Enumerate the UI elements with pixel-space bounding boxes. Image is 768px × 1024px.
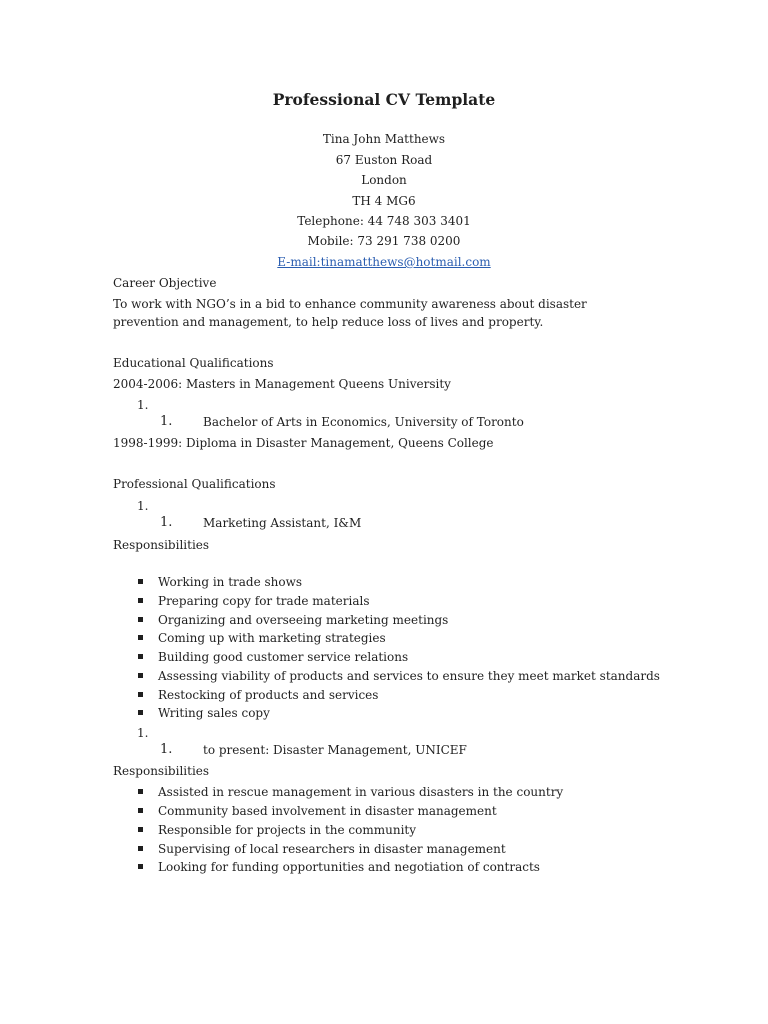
job1-title: Marketing Assistant, I&M	[203, 516, 362, 530]
bullet-icon	[138, 654, 143, 659]
bullet-icon	[138, 846, 143, 851]
bullet-icon	[138, 808, 143, 813]
bullet-icon	[138, 692, 143, 697]
bullet-icon	[138, 635, 143, 640]
job1-outer-number: 1.	[137, 499, 149, 513]
education-line1: 2004-2006: Masters in Management Queens University	[113, 377, 451, 391]
job2-title: to present: Disaster Management, UNICEF	[203, 743, 467, 757]
list-item: Coming up with marketing strategies	[158, 631, 386, 645]
list-item: Supervising of local researchers in disaster management	[158, 842, 506, 856]
bullet-icon	[138, 579, 143, 584]
header-name: Tina John Matthews	[322, 132, 446, 146]
bullet-icon	[138, 673, 143, 678]
header-email-wrap	[0, 253, 768, 271]
list-item: Building good customer service relations	[158, 650, 409, 664]
email-link[interactable]: E-mail:tinamatthews@hotmail.com	[277, 255, 491, 269]
bullet-icon	[138, 789, 143, 794]
list-item: Organizing and overseeing marketing meetings	[158, 613, 449, 627]
job2-inner-number: 1.	[160, 742, 173, 757]
list-item: Working in trade shows	[158, 575, 303, 589]
bullet-icon	[138, 598, 143, 603]
document-title: Professional CV Template	[272, 90, 496, 109]
job1-inner-number: 1.	[160, 515, 173, 530]
career-objective-heading: Career Objective	[113, 276, 217, 290]
job2-outer-number: 1.	[137, 726, 149, 740]
list-item: Assessing viability of products and services to ensure they meet market standards	[158, 669, 660, 683]
header-telephone: Telephone: 44 748 303 3401	[297, 214, 471, 228]
header-city: London	[361, 173, 407, 187]
education-inner-number: 1.	[160, 414, 173, 429]
list-item: Writing sales copy	[158, 706, 270, 720]
bullet-icon	[138, 827, 143, 832]
education-inner-text: Bachelor of Arts in Economics, University of Toronto	[203, 415, 524, 429]
professional-heading: Professional Qualifications	[113, 477, 276, 491]
list-item: Assisted in rescue management in various disasters in the country	[158, 785, 564, 799]
header-mobile: Mobile: 73 291 738 0200	[307, 234, 461, 248]
list-item: Preparing copy for trade materials	[158, 594, 370, 608]
list-item: Restocking of products and services	[158, 688, 379, 702]
list-item: Looking for funding opportunities and negotiation of contracts	[158, 860, 540, 874]
header-address-line1: 67 Euston Road	[335, 153, 433, 167]
education-outer-number: 1.	[137, 398, 149, 412]
job2-responsibilities-heading: Responsibilities	[113, 764, 210, 778]
list-item: Responsible for projects in the community	[158, 823, 417, 837]
bullet-icon	[138, 617, 143, 622]
job1-responsibilities-heading: Responsibilities	[113, 538, 210, 552]
career-objective-text: To work with NGO’s in a bid to enhance community awareness about disaster prevention and management, to help reduce loss of lives and property.	[113, 297, 587, 329]
education-line2: 1998-1999: Diploma in Disaster Management, Queens College	[113, 436, 494, 450]
header-postcode: TH 4 MG6	[352, 194, 416, 208]
education-heading: Educational Qualifications	[113, 356, 274, 370]
bullet-icon	[138, 864, 143, 869]
bullet-icon	[138, 710, 143, 715]
list-item: Community based involvement in disaster management	[158, 804, 497, 818]
